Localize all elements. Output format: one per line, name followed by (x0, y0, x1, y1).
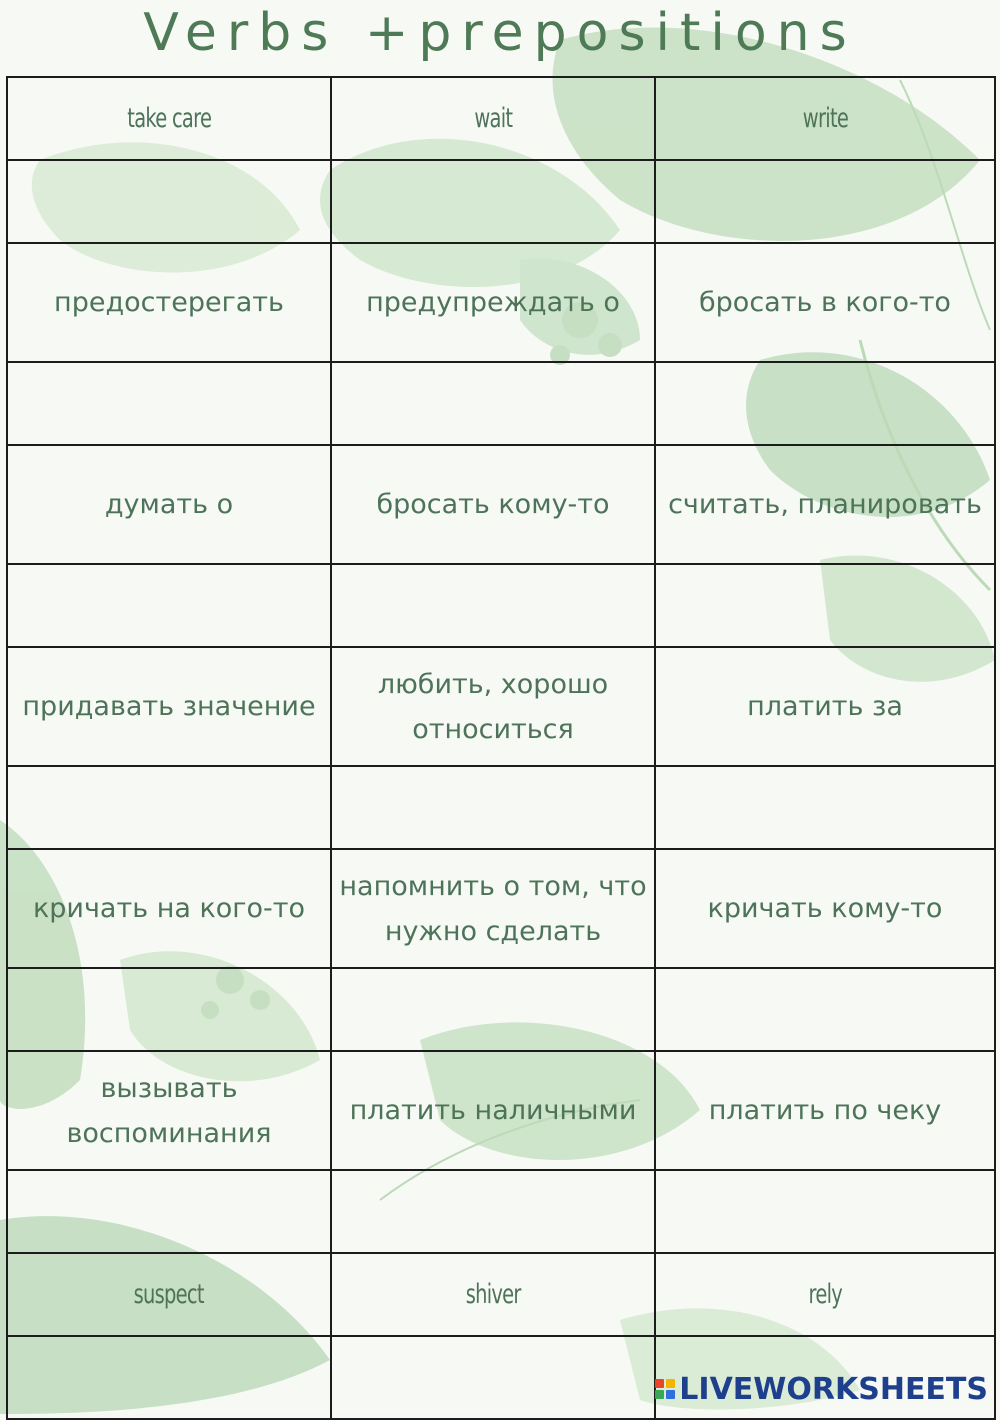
answer-cell[interactable] (331, 1336, 655, 1419)
answer-cell[interactable] (7, 766, 331, 849)
english-verb-label: wait (474, 103, 512, 134)
english-verb-label: suspect (133, 1279, 205, 1310)
russian-translation-cell: платить наличными (331, 1051, 655, 1170)
answer-cell[interactable] (331, 766, 655, 849)
answer-cell[interactable] (7, 564, 331, 647)
answer-row (7, 362, 995, 445)
english-verb-cell (331, 1253, 655, 1336)
english-verb-label: rely (808, 1279, 842, 1310)
answer-cell[interactable] (7, 1170, 331, 1253)
answer-cell[interactable] (7, 1336, 331, 1419)
russian-translation-cell: любить, хорошо относиться (331, 647, 655, 766)
answer-row (7, 968, 995, 1051)
russian-translation-cell: кричать на кого-то (7, 849, 331, 968)
answer-cell[interactable] (7, 362, 331, 445)
answer-cell[interactable] (331, 362, 655, 445)
answer-row (7, 1170, 995, 1253)
word-row (7, 849, 995, 968)
english-verb-cell (7, 1253, 331, 1336)
answer-cell[interactable] (655, 1170, 995, 1253)
word-row (7, 1051, 995, 1170)
english-verb-label: take care (127, 103, 211, 134)
answer-row (7, 564, 995, 647)
english-verb-label: write (802, 103, 848, 134)
word-row (7, 647, 995, 766)
english-verb-cell (655, 1253, 995, 1336)
english-verb-cell (655, 77, 995, 160)
answer-cell[interactable] (655, 968, 995, 1051)
russian-translation-cell: предостерегать (7, 243, 331, 362)
russian-translation-cell: считать, планировать (655, 445, 995, 564)
answer-cell[interactable] (7, 160, 331, 243)
word-row (7, 1253, 995, 1336)
answer-row (7, 160, 995, 243)
english-verb-cell (7, 77, 331, 160)
english-verb-cell (331, 77, 655, 160)
english-verb-label: shiver (465, 1279, 521, 1310)
answer-cell[interactable] (7, 968, 331, 1051)
russian-translation-cell: платить по чеку (655, 1051, 995, 1170)
liveworksheets-badge[interactable] (655, 1372, 988, 1406)
liveworksheets-logo-icon (655, 1379, 675, 1399)
word-row (7, 243, 995, 362)
answer-cell[interactable] (331, 968, 655, 1051)
answer-cell[interactable] (655, 160, 995, 243)
russian-translation-cell: кричать кому-то (655, 849, 995, 968)
russian-translation-cell: бросать кому-то (331, 445, 655, 564)
answer-cell[interactable] (331, 1170, 655, 1253)
russian-translation-cell: платить за (655, 647, 995, 766)
russian-translation-cell: вызывать воспоминания (7, 1051, 331, 1170)
answer-row (7, 766, 995, 849)
russian-translation-cell: придавать значение (7, 647, 331, 766)
word-row (7, 77, 995, 160)
brand-name: LIVEWORKSHEETS (679, 1371, 988, 1407)
russian-translation-cell: предупреждать о (331, 243, 655, 362)
russian-translation-cell: напомнить о том, что нужно сделать (331, 849, 655, 968)
answer-cell[interactable] (655, 362, 995, 445)
worksheet-table (6, 76, 996, 1420)
russian-translation-cell: думать о (7, 445, 331, 564)
word-row (7, 445, 995, 564)
page-title: Verbs +prepositions (143, 3, 857, 63)
answer-cell[interactable] (655, 564, 995, 647)
answer-cell[interactable] (655, 766, 995, 849)
russian-translation-cell: бросать в кого-то (655, 243, 995, 362)
answer-cell[interactable] (331, 564, 655, 647)
answer-cell[interactable] (331, 160, 655, 243)
